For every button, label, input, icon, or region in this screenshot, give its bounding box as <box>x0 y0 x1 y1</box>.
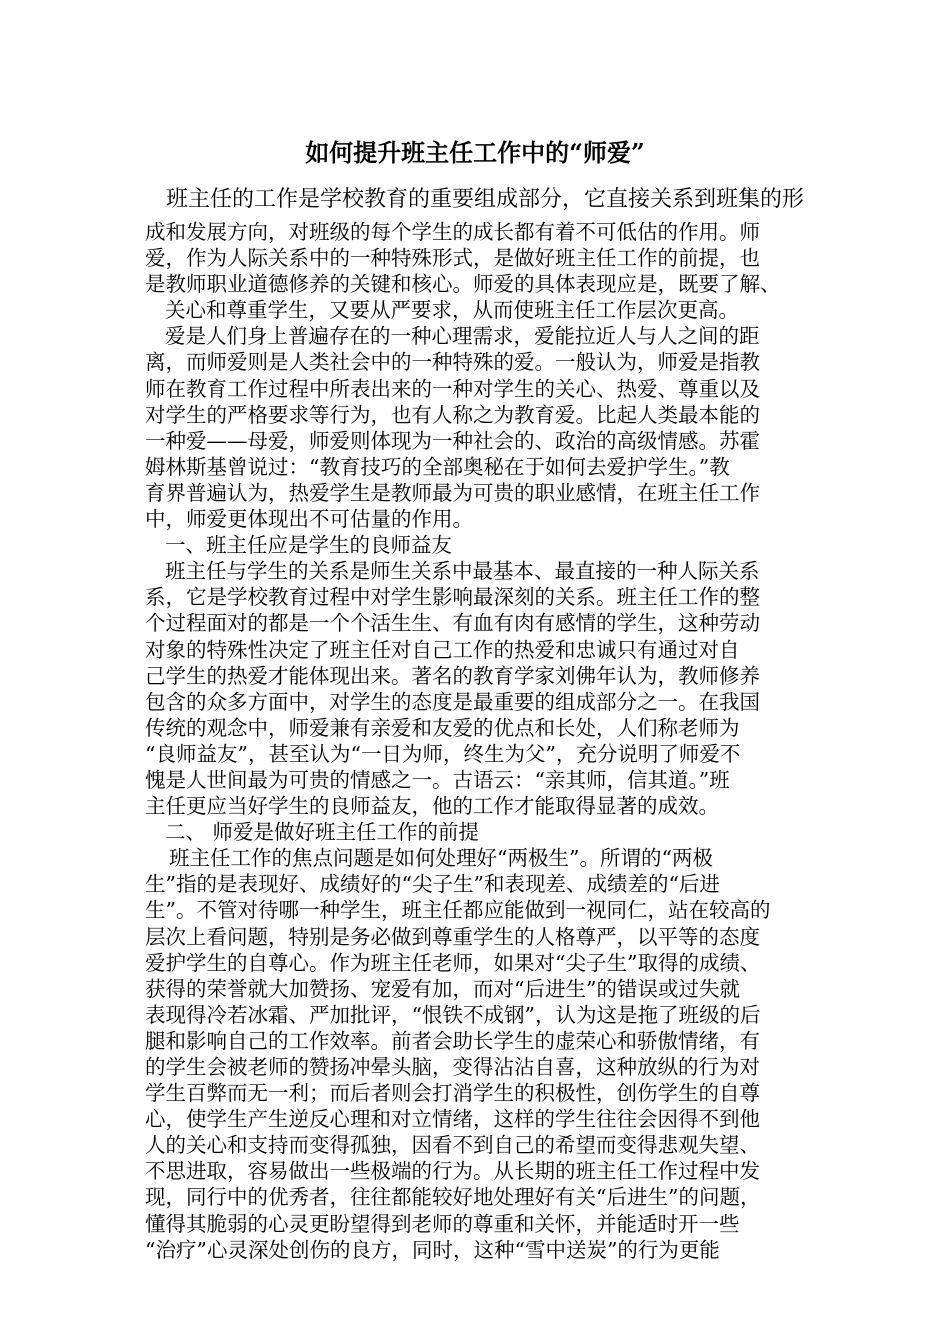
text-line: 心，使学生产生逆反心理和对立情绪，这样的学生往往会因得不到他 <box>145 1107 760 1132</box>
text-line: 成和发展方向，对班级的每个学生的成长都有着不可低估的作用。师 <box>145 220 760 244</box>
text-line: 愧是人世间最为可贵的情感之一。古语云：“亲其师，信其道。”班 <box>145 767 730 792</box>
text-line: 的学生会被老师的赞扬冲晕头脑，变得沾沾自喜，这种放纵的行为对 <box>145 1055 760 1079</box>
text-line: 中，师爱更体现出不可估量的作用。 <box>145 507 473 532</box>
text-line: 层次上看问题，特别是务必做到尊重学生的人格尊严，以平等的态度 <box>145 924 760 949</box>
text-line: 一、班主任应是学生的良师益友 <box>165 533 452 558</box>
text-line: 班主任工作的焦点问题是如何处理好“两极生”。所谓的“两极 <box>169 846 713 871</box>
text-line: 班主任与学生的关系是师生关系中最基本、最直接的一种人际关系 <box>165 559 760 584</box>
text-line: 包含的众多方面中，对学生的态度是最重要的组成部分之一。在我国 <box>145 689 760 714</box>
text-line: “良师益友”，甚至认为“一日为师，终生为父”，充分说明了师爱不 <box>145 741 741 766</box>
text-line: 学生百弊而无一利；而后者则会打消学生的积极性，创伤学生的自尊 <box>145 1081 760 1106</box>
text-line: 爱护学生的自尊心。作为班主任老师，如果对“尖子生”取得的成绩、 <box>145 950 761 975</box>
text-line: 生”指的是表现好、成绩好的“尖子生”和表现差、成绩差的“后进 <box>145 872 720 897</box>
document-title: 如何提升班主任工作中的“师爱” <box>305 138 645 167</box>
text-line: 懂得其脆弱的心灵更盼望得到老师的尊重和关怀，并能适时开一些 <box>145 1211 740 1236</box>
text-line: 二、 师爱是做好班主任工作的前提 <box>165 820 480 845</box>
text-line: 对象的特殊性决定了班主任对自己工作的热爱和忠诚只有通过对自 <box>145 637 740 662</box>
text-line: 离，而师爱则是人类社会中的一种特殊的爱。一般认为，师爱是指教 <box>145 350 760 375</box>
text-line: 是教师职业道德修养的关键和核心。师爱的具体表现应是，既要了解、 <box>145 272 781 297</box>
text-line: 不思进取，容易做出一些极端的行为。从长期的班主任工作过程中发 <box>145 1159 760 1184</box>
text-line: 现，同行中的优秀者，往往都能较好地处理好有关“后进生”的问题， <box>145 1185 761 1210</box>
document-body <box>145 219 825 1263</box>
text-line: 传统的观念中，师爱兼有亲爱和友爱的优点和长处，人们称老师为 <box>145 715 740 740</box>
intro-line: 班主任的工作是学校教育的重要组成部分，它直接关系到班集的形 <box>166 187 805 212</box>
text-line: 育界普遍认为，热爱学生是教师最为可贵的职业感情，在班主任工作 <box>145 480 760 505</box>
text-line: “治疗”心灵深处创伤的良方，同时，这种“雪中送炭”的行为更能 <box>145 1237 720 1262</box>
text-line: 个过程面对的都是一个个活生生、有血有肉有感情的学生，这种劳动 <box>145 611 760 636</box>
text-line: 腿和影响自己的工作效率。前者会助长学生的虚荣心和骄傲情绪，有 <box>145 1028 760 1053</box>
text-line: 爱是人们身上普遍存在的一种心理需求，爱能拉近人与人之间的距 <box>165 324 760 349</box>
text-line: 获得的荣誉就大加赞扬、宠爱有加，而对“后进生”的错误或过失就 <box>145 976 740 1001</box>
text-line: 主任更应当好学生的良师益友，他的工作才能取得显著的成效。 <box>145 794 719 819</box>
text-line: 系，它是学校教育过程中对学生影响最深刻的关系。班主任工作的整 <box>145 585 760 610</box>
text-line: 表现得冷若冰霜、严加批评，“恨铁不成钢”，认为这是拖了班级的后 <box>145 1002 761 1027</box>
text-line: 师在教育工作过程中所表出来的一种对学生的关心、热爱、尊重以及 <box>145 376 760 401</box>
text-line: 对学生的严格要求等行为，也有人称之为教育爱。比起人类最本能的 <box>145 402 760 427</box>
text-line: 爱，作为人际关系中的一种特殊形式，是做好班主任工作的前提，也 <box>145 246 760 271</box>
text-line: 姆林斯基曾说过：“教育技巧的全部奥秘在于如何去爱护学生。”教 <box>145 454 730 479</box>
text-line: 关心和尊重学生，又要从严要求，从而使班主任工作层次更高。 <box>165 298 739 323</box>
text-line: 一种爱——母爱，师爱则体现为一种社会的、政治的高级情感。苏霍 <box>145 428 760 453</box>
text-line: 己学生的热爱才能体现出来。著名的教育学家刘佛年认为，教师修养 <box>145 663 760 688</box>
text-line: 人的关心和支持而变得孤独，因看不到自己的希望而变得悲观失望、 <box>145 1133 760 1158</box>
text-line: 生”。不管对待哪一种学生，班主任都应能做到一视同仁，站在较高的 <box>145 898 771 923</box>
